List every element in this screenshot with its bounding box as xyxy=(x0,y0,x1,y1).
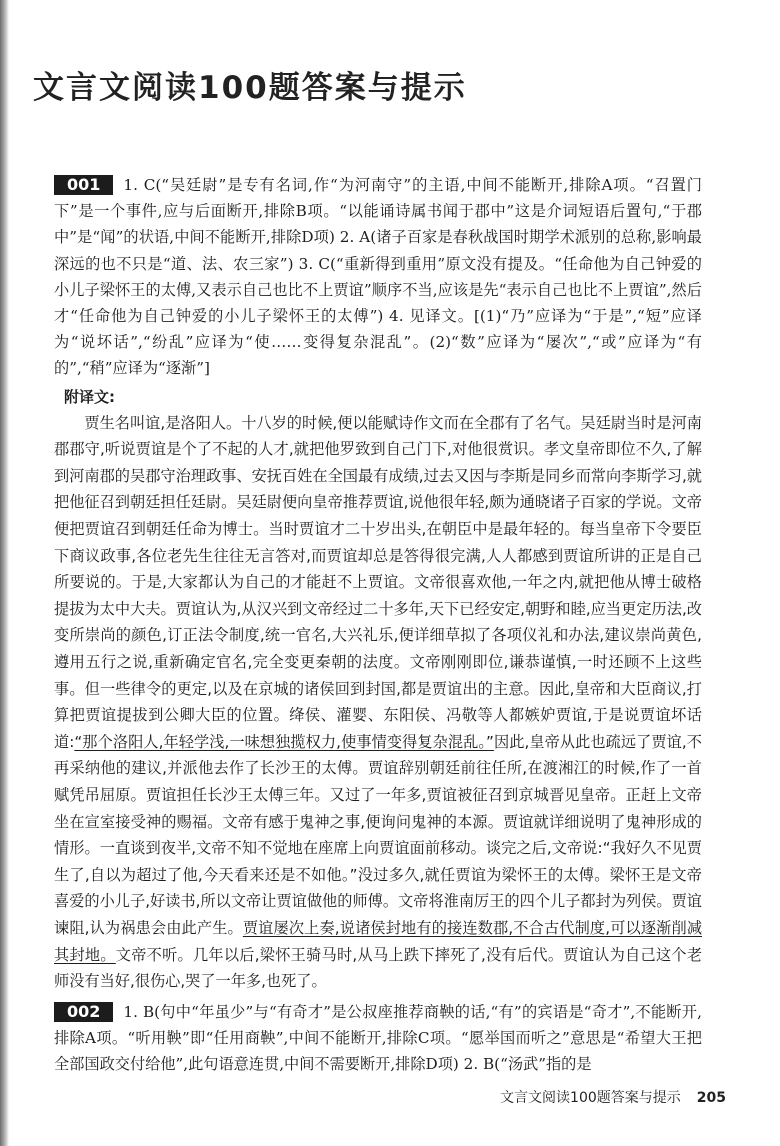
translation-text-part1: 贾生名叫谊,是洛阳人。十八岁的时候,便以能赋诗作文而在全郡有了名气。吴廷尉当时是河南郡郡守,听说贾谊是个了不起的人才,就把他罗致到自己门下,对他很赏识。孝文皇帝即位不久,了解到河南郡的吴郡守治理政事、安抚百姓在全国最有成绩,过去又因与李斯是同乡而常向李斯学习,就把他征召到朝廷担任廷尉。吴廷尉便向皇帝推荐贾谊,说他很年轻,颇为通晓诸子百家的学说。文帝便把贾谊召到朝廷任命为博士。当时贾谊才二十岁出头,在朝臣中是最年轻的。每当皇帝下令要臣下商议政事,各位老先生往往无言答对,而贾谊却总是答得很完满,人人都感到贾谊所讲的正是自己所要说的。于是,大家都认为自己的才能赶不上贾谊。文帝很喜欢他,一年之内,就把他从博士破格提拔为太中大夫。贾谊认为,从汉兴到文帝经过二十多年,天下已经安定,朝野和睦,应当更定历法,改变所崇尚的颜色,订正法令制度,统一官名,大兴礼乐,便详细草拟了各项仪礼和办法,建议崇尚黄色,遵用五行之说,重新确定官名,完全变更秦朝的法度。文帝刚刚即位,谦恭谨慎,一时还顾不上这些事。但一些律令的更定,以及在京城的诸侯回到封国,都是贾谊出的主意。因此,皇帝和大臣商议,打算把贾谊提拔到公卿大臣的位置。绛侯、灌婴、东阳侯、冯敬等人都嫉妒贾谊,于是说贾谊坏话道: xyxy=(54,413,702,751)
question-number-badge: 001 xyxy=(54,175,113,195)
answer-002 xyxy=(54,999,702,1078)
page-title: 文言文阅读100题答案与提示 xyxy=(33,70,467,106)
answer-001-text: 1. C(“吴廷尉”是专有名词,作“为河南守”的主语,中间不能断开,排除A项。“召置门下”是一个事件,应与后面断开,排除B项。“以能诵诗属书闻于郡中”这是介词短语后置句,“于郡中”是“闻”的状语,中间不能断开,排除D项) 2. A(诸子百家是春秋战国时期学术派别的总称,影响最深远的也不只是“道、法、农三家”) 3. C(“重新得到重用”原文没有提及。“任命他为自己钟爱的小儿子梁怀王的太傅,又表示自己也比不上贾谊”顺序不当,应该是先“表示自己也比不上贾谊”,然后才“任命他为自己钟爱的小儿子梁怀王的太傅”) 4. 见译文。[(1)“乃”应译为“于是”,“短”应译为“说坏话”,“纷乱”应译为“使……变得复杂混乱”。(2)“数”应译为“屡次”,“或”应译为“有的”,“稍”应译为“逐渐”] xyxy=(54,176,702,378)
translation-text-part3: 文帝不听。几年以后,梁怀王骑马时,从马上跌下摔死了,没有后代。贾谊认为自己这个老师没有当好,很伤心,哭了一年多,也死了。 xyxy=(54,945,703,991)
answer-content xyxy=(54,172,702,1077)
page-gutter-shadow xyxy=(0,0,9,1146)
appendix-heading: 附译文: xyxy=(64,387,115,406)
page-footer xyxy=(500,1087,726,1107)
page-number: 205 xyxy=(696,1090,726,1106)
answer-001 xyxy=(54,172,702,382)
translation-text-part2: 因此,皇帝从此也疏远了贾谊,不再采纳他的建议,并派他去作了长沙王的太傅。贾谊辞别朝廷前往任所,在渡湘江的时候,作了一首赋凭吊屈原。贾谊担任长沙王太傅三年。又过了一年多,贾谊被征召到京城晋见皇帝。正赶上文帝坐在宣室接受神的赐福。文帝有感于鬼神之事,便询问鬼神的本源。贾谊就详细说明了鬼神形成的情形。一直谈到夜半,文帝不知不觉地在座席上向贾谊面前移动。谈完之后,文帝说:“我好久不见贾生了,自以为超过了他,今天看来还是不如他。”没过多久,就任贾谊为梁怀王的太傅。梁怀王是文帝喜爱的小儿子,好读书,所以文帝让贾谊做他的师傅。文帝将淮南厉王的四个儿子都封为列侯。贾谊谏阻,认为祸患会由此产生。 xyxy=(54,732,702,937)
question-number-badge: 002 xyxy=(54,1002,113,1022)
underlined-sentence-1: “那个洛阳人,年轻学浅,一味想独揽权力,使事情变得复杂混乱。” xyxy=(74,732,494,751)
answer-002-text: 1. B(句中“年虽少”与“有奇才”是公叔座推荐商鞅的话,“有”的宾语是“奇才”,不能断开,排除A项。“听用鞅”即“任用商鞅”,中间不能断开,排除C项。“愿举国而听之”意思是“希望大王把全部国政交付给他”,此句语意连贯,中间不需要断开,排除D项) 2. B(“汤武”指的是 xyxy=(54,1002,702,1074)
underlined-sentence-2: 贾谊屡次上奏,说诸侯封地有的接连数郡,不合古代制度,可以逐渐削减其封地。 xyxy=(54,918,703,964)
running-title: 文言文阅读100题答案与提示 xyxy=(500,1090,681,1106)
translation-paragraph xyxy=(54,410,702,995)
